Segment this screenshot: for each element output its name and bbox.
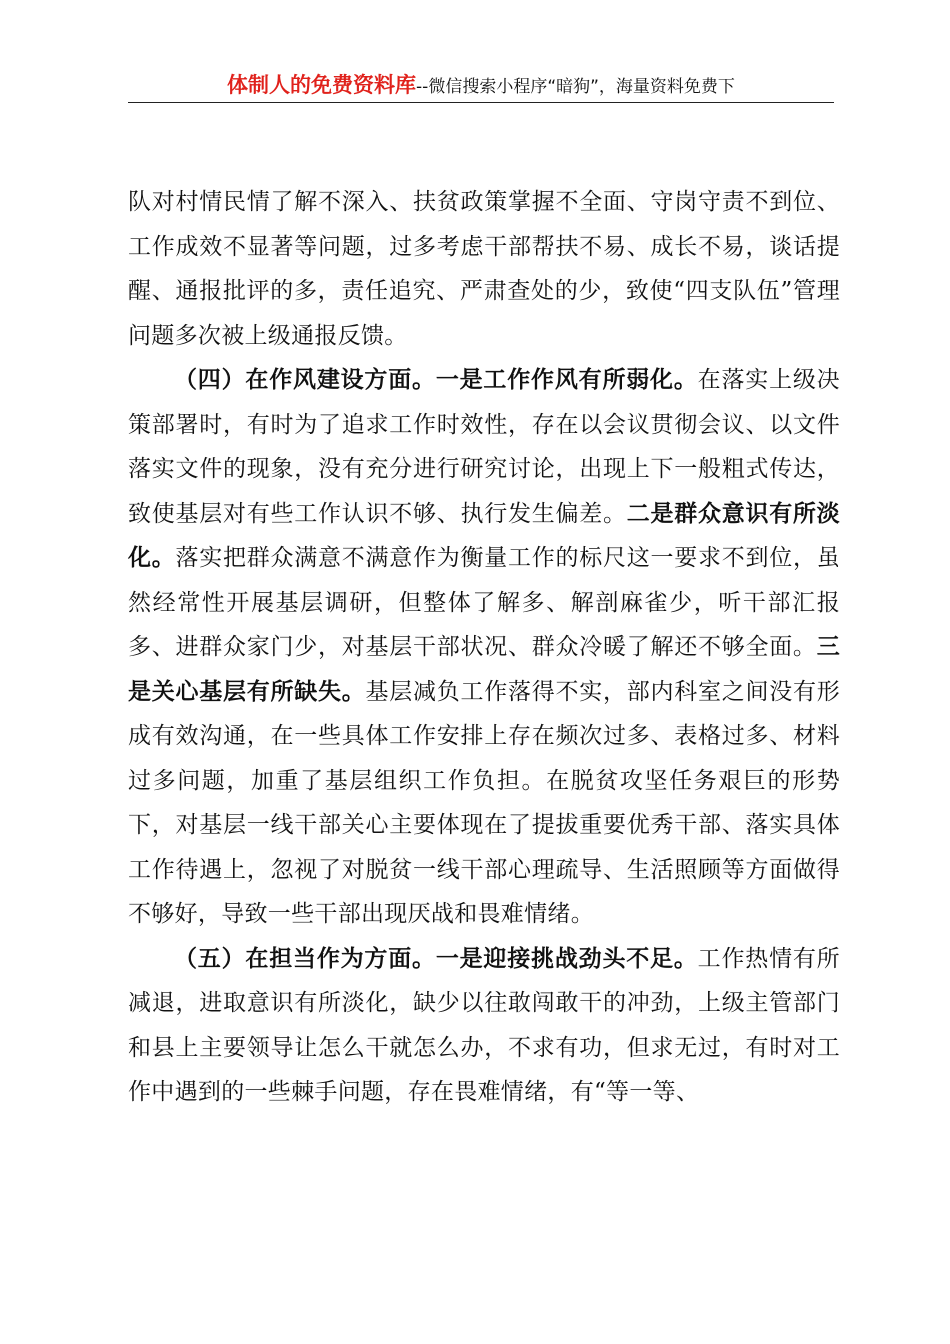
text-segment: 在落实上级决策部署时，有时为了追求工作时效性，存在以会议贯彻会议、以文件落实文件的现象，没有充分进行研究讨论，出现上下一般粗式传达，致使基层对有些工作认识不够、执行发生偏差。 — [128, 367, 840, 527]
section-heading: （四）在作风建设方面。 — [174, 366, 436, 393]
header-tagline: --微信搜索小程序“暗狗”，海量资料免费下 — [416, 77, 735, 97]
page-header — [128, 70, 834, 103]
text-segment: 落实把群众满意不满意作为衡量工作的标尺这一要求不到位，虽然经常性开展基层调研，但整体了解多、解剖麻雀少，听干部汇报多、进群众家门少，对基层干部状况、群众冷暖了解还不够全面。 — [128, 545, 840, 660]
document-body — [128, 180, 840, 1115]
point-heading: 三是关心基层有所缺失。 — [128, 633, 840, 705]
point-heading: 一是工作作风有所弱化。 — [435, 366, 698, 393]
text-segment: 工作热情有所减退，进取意识有所淡化，缺少以往敢闯敢干的冲劲，上级主管部门和县上主要领导让怎么干就怎么办，不求有功，但求无过，有时对工作中遇到的一些棘手问题，存在畏难情绪，有“等一等、 — [128, 945, 840, 1105]
text-segment: 基层减负工作落得不实，部内科室之间没有形成有效沟通，在一些具体工作安排上存在频次过多、表格过多、材料过多问题，加重了基层组织工作负担。在脱贫攻坚任务艰巨的形势下，对基层一线干部关心主要体现在了提拔重要优秀干部、落实具体工作待遇上，忽视了对脱贫一线干部心理疏导、生活照顾等方面做得不够好，导致一些干部出现厌战和畏难情绪。 — [128, 678, 841, 927]
paragraph-work-style — [128, 358, 840, 937]
section-heading: （五）在担当作为方面。 — [174, 944, 436, 972]
header-brand: 体制人的免费资料库 — [227, 73, 417, 97]
point-heading: 一是迎接挑战劲头不足。 — [435, 944, 698, 972]
point-heading: 二是群众意识有所淡化。 — [128, 499, 840, 571]
paragraph-continued — [128, 180, 840, 358]
paragraph-responsibility — [128, 937, 840, 1115]
text-segment: 队对村情民情了解不深入、扶贫政策掌握不全面、守岗守责不到位、工作成效不显著等问题，过多考虑干部帮扶不易、成长不易，谈话提醒、通报批评的多，责任追究、严肃查处的少，致使“四支队伍”管理问题多次被上级通报反馈。 — [128, 189, 840, 349]
